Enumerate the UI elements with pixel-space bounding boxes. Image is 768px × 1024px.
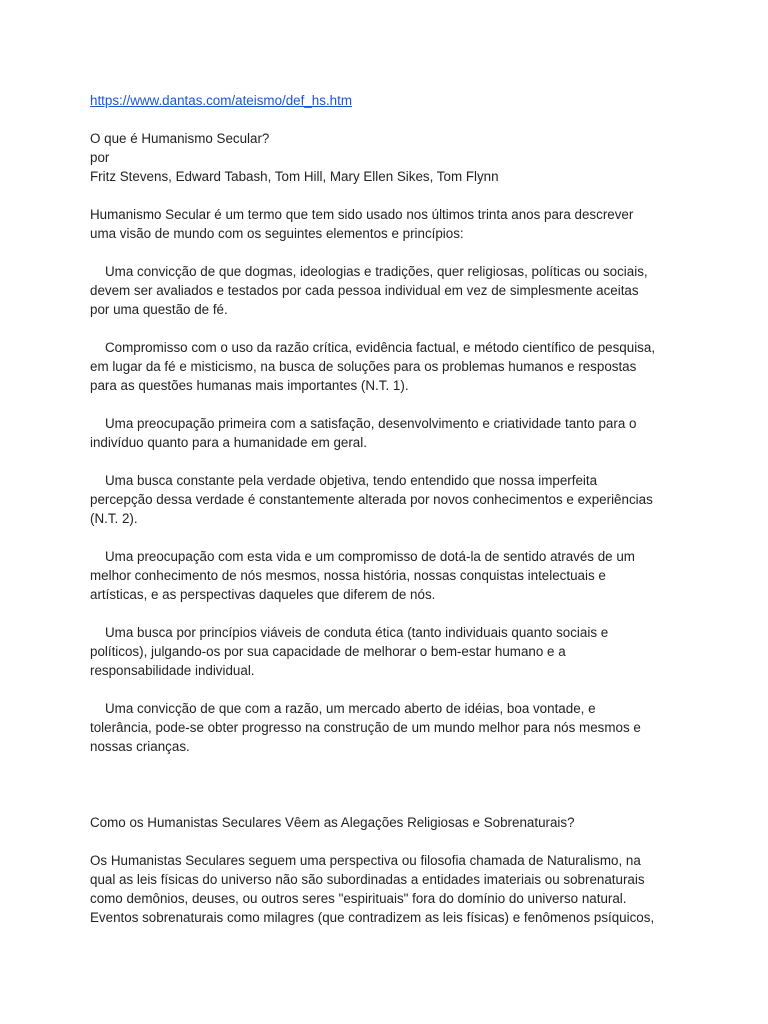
section-heading: Como os Humanistas Seculares Vêem as Alegações Religiosas e Sobrenaturais? bbox=[90, 815, 575, 830]
principle-paragraph bbox=[90, 623, 680, 680]
principle-line: Uma convicção de que dogmas, ideologias e tradições, quer religiosas, políticas ou sociais, bbox=[105, 264, 648, 279]
document-title: O que é Humanismo Secular? bbox=[90, 131, 270, 146]
spacer bbox=[90, 110, 680, 129]
section-line: qual as leis físicas do universo não são subordinadas a entidades imateriais ou sobrenaturais bbox=[90, 872, 645, 887]
principle-line: responsabilidade individual. bbox=[90, 663, 255, 678]
principle-paragraph bbox=[90, 471, 680, 528]
principle-line: Uma preocupação com esta vida e um compromisso de dotá-la de sentido através de um bbox=[105, 549, 635, 564]
source-link[interactable]: https://www.dantas.com/ateismo/def_hs.htm bbox=[90, 93, 352, 108]
document-body bbox=[90, 91, 680, 927]
principle-line: políticos), julgando-os por sua capacidade de melhorar o bem-estar humano e a bbox=[90, 644, 566, 659]
principle-line: Uma convicção de que com a razão, um mercado aberto de idéias, boa vontade, e bbox=[105, 701, 596, 716]
section-line: Eventos sobrenaturais como milagres (que contradizem as leis físicas) e fenômenos psíquicos, bbox=[90, 910, 655, 925]
principle-line: tolerância, pode-se obter progresso na construção de um mundo melhor para nós mesmos e bbox=[90, 720, 641, 735]
intro-line: uma visão de mundo com os seguintes elementos e princípios: bbox=[90, 226, 464, 241]
spacer bbox=[90, 832, 680, 851]
section-line: Os Humanistas Seculares seguem uma perspectiva ou filosofia chamada de Naturalismo, na bbox=[90, 853, 641, 868]
spacer bbox=[90, 794, 680, 813]
intro-line: Humanismo Secular é um termo que tem sido usado nos últimos trinta anos para descrever bbox=[90, 207, 634, 222]
principle-line: Uma busca constante pela verdade objetiva, tendo entendido que nossa imperfeita bbox=[105, 473, 598, 488]
authors-line: Fritz Stevens, Edward Tabash, Tom Hill, Mary Ellen Sikes, Tom Flynn bbox=[90, 169, 499, 184]
byline-label: por bbox=[90, 150, 110, 165]
principle-paragraph bbox=[90, 414, 680, 452]
spacer bbox=[90, 319, 680, 338]
principle-line: em lugar da fé e misticismo, na busca de soluções para os problemas humanos e respostas bbox=[90, 359, 637, 374]
spacer bbox=[90, 186, 680, 205]
principle-line: Compromisso com o uso da razão crítica, evidência factual, e método científico de pesquisa, bbox=[105, 340, 656, 355]
principle-paragraph bbox=[90, 699, 680, 756]
intro-paragraph bbox=[90, 205, 680, 243]
spacer bbox=[90, 680, 680, 699]
principle-line: nossas crianças. bbox=[90, 739, 190, 754]
principle-paragraph bbox=[90, 338, 680, 395]
spacer bbox=[90, 756, 680, 794]
spacer bbox=[90, 243, 680, 262]
principle-line: para as questões humanas mais importantes (N.T. 1). bbox=[90, 378, 409, 393]
principle-line: por uma questão de fé. bbox=[90, 302, 228, 317]
spacer bbox=[90, 604, 680, 623]
spacer bbox=[90, 395, 680, 414]
spacer bbox=[90, 452, 680, 471]
principle-line: indivíduo quanto para a humanidade em geral. bbox=[90, 435, 367, 450]
section-line: como demônios, deuses, ou outros seres "espirituais" fora do domínio do universo natural. bbox=[90, 891, 627, 906]
principle-line: devem ser avaliados e testados por cada pessoa individual em vez de simplesmente aceitas bbox=[90, 283, 639, 298]
principle-line: melhor conhecimento de nós mesmos, nossa história, nossas conquistas intelectuais e bbox=[90, 568, 606, 583]
principle-line: percepção dessa verdade é constantemente alterada por novos conhecimentos e experiências bbox=[90, 492, 653, 507]
spacer bbox=[90, 528, 680, 547]
section-paragraph bbox=[90, 851, 680, 927]
principle-line: (N.T. 2). bbox=[90, 511, 138, 526]
principle-paragraph bbox=[90, 262, 680, 319]
principle-line: Uma preocupação primeira com a satisfação, desenvolvimento e criatividade tanto para o bbox=[105, 416, 637, 431]
principle-paragraph bbox=[90, 547, 680, 604]
principle-line: artísticas, e as perspectivas daqueles que diferem de nós. bbox=[90, 587, 436, 602]
principle-line: Uma busca por princípios viáveis de conduta ética (tanto individuais quanto sociais e bbox=[105, 625, 609, 640]
